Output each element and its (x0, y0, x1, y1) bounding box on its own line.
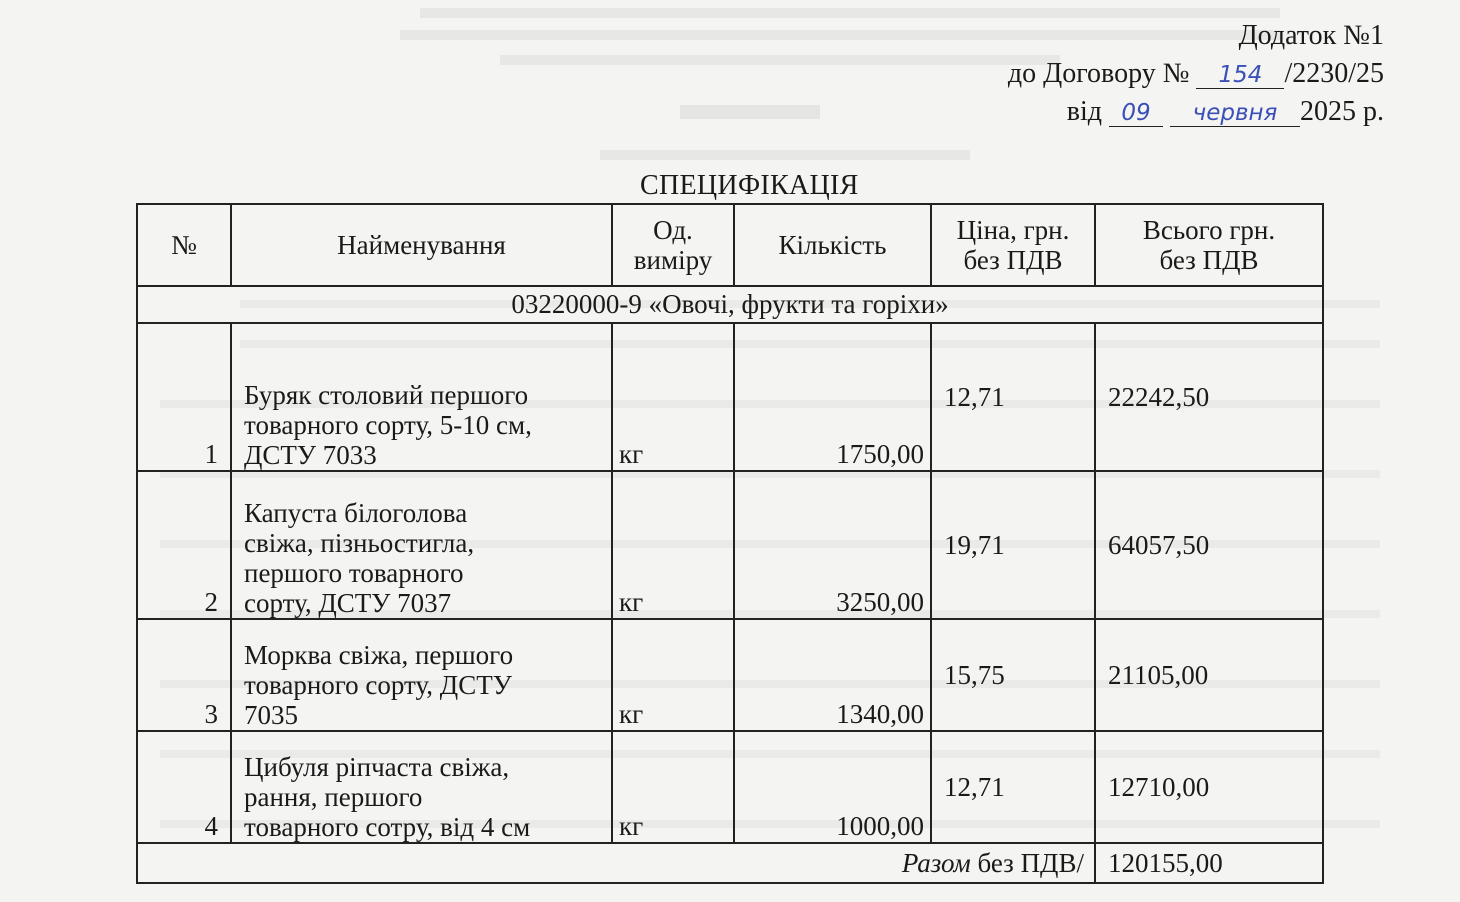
row-name (231, 731, 612, 843)
total-value: 120155,00 (1095, 843, 1323, 883)
contract-suffix: /2230/25 (1284, 58, 1384, 89)
table-row (137, 471, 1323, 619)
row-unit: кг (612, 731, 734, 843)
header-total (1095, 204, 1323, 286)
total-label (137, 843, 1095, 883)
header-qty: Кількість (734, 204, 931, 286)
header-total-line1: Всього грн. (1142, 215, 1276, 245)
row-price: 19,71 (931, 471, 1095, 619)
row-name-line: сорту, ДСТУ 7037 (244, 588, 452, 618)
header-unit-line2: виміру (633, 245, 713, 275)
table-row (137, 619, 1323, 731)
header-price-line2: без ПДВ (963, 245, 1063, 275)
row-price: 15,75 (931, 619, 1095, 731)
specification-table (136, 203, 1324, 884)
header-price-line1: Ціна, грн. (956, 215, 1070, 245)
row-qty: 1750,00 (734, 323, 931, 471)
header-num: № (137, 204, 231, 286)
date-day-handwritten: 09 (1121, 100, 1151, 126)
row-price: 12,71 (931, 731, 1095, 843)
row-qty: 1000,00 (734, 731, 931, 843)
row-name (231, 471, 612, 619)
contract-prefix: до Договору № (1007, 58, 1190, 89)
row-name-line: товарного сорту, 5-10 см, (244, 410, 532, 440)
row-name-line: Буряк столовий першого (244, 380, 529, 410)
total-label-italic: Разом (901, 847, 971, 878)
row-name-line: ДСТУ 7033 (244, 440, 377, 470)
row-total: 21105,00 (1095, 619, 1323, 731)
row-name (231, 323, 612, 471)
date-month-handwritten: червня (1192, 100, 1278, 126)
table-header-row (137, 204, 1323, 286)
row-name-line: Морква свіжа, першого (244, 640, 514, 670)
row-qty: 1340,00 (734, 619, 931, 731)
total-row (137, 843, 1323, 883)
row-num: 4 (137, 731, 231, 843)
section-code: 03220000-9 «Овочі, фрукти та горіхи» (137, 286, 1323, 323)
appendix-title (1239, 20, 1384, 52)
contract-number-handwritten: 154 (1218, 62, 1263, 88)
row-total: 64057,50 (1095, 471, 1323, 619)
row-name (231, 619, 612, 731)
date-prefix: від (1066, 96, 1102, 127)
total-label-rest: без ПДВ/ (970, 847, 1084, 878)
row-name-line: першого товарного (244, 558, 464, 588)
row-name-line: рання, першого (244, 782, 423, 812)
header-total-line2: без ПДВ (1159, 245, 1259, 275)
row-name-line: 7035 (244, 700, 298, 730)
row-name-line: товарного сорту, ДСТУ (244, 670, 512, 700)
header-unit (612, 204, 734, 286)
row-total: 22242,50 (1095, 323, 1323, 471)
row-num: 3 (137, 619, 231, 731)
header-price (931, 204, 1095, 286)
contract-reference (1008, 58, 1384, 90)
header-unit-line1: Од. (653, 215, 693, 245)
table-row (137, 323, 1323, 471)
contract-date (1067, 96, 1384, 128)
section-row (137, 286, 1323, 323)
date-suffix: 2025 р. (1300, 96, 1384, 127)
row-name-line: Капуста білоголова (244, 498, 468, 528)
table-row (137, 731, 1323, 843)
row-num: 2 (137, 471, 231, 619)
row-price: 12,71 (931, 323, 1095, 471)
document-title: СПЕЦИФІКАЦІЯ (640, 170, 859, 201)
row-qty: 3250,00 (734, 471, 931, 619)
row-num: 1 (137, 323, 231, 471)
header-name: Найменування (231, 204, 612, 286)
row-name-line: товарного сотру, від 4 см (244, 812, 531, 842)
appendix-label: Додаток №1 (1238, 20, 1384, 51)
row-name-line: Цибуля ріпчаста свіжа, (244, 752, 510, 782)
row-unit: кг (612, 323, 734, 471)
row-name-line: свіжа, пізньостигла, (244, 528, 475, 558)
row-unit: кг (612, 471, 734, 619)
row-unit: кг (612, 619, 734, 731)
row-total: 12710,00 (1095, 731, 1323, 843)
